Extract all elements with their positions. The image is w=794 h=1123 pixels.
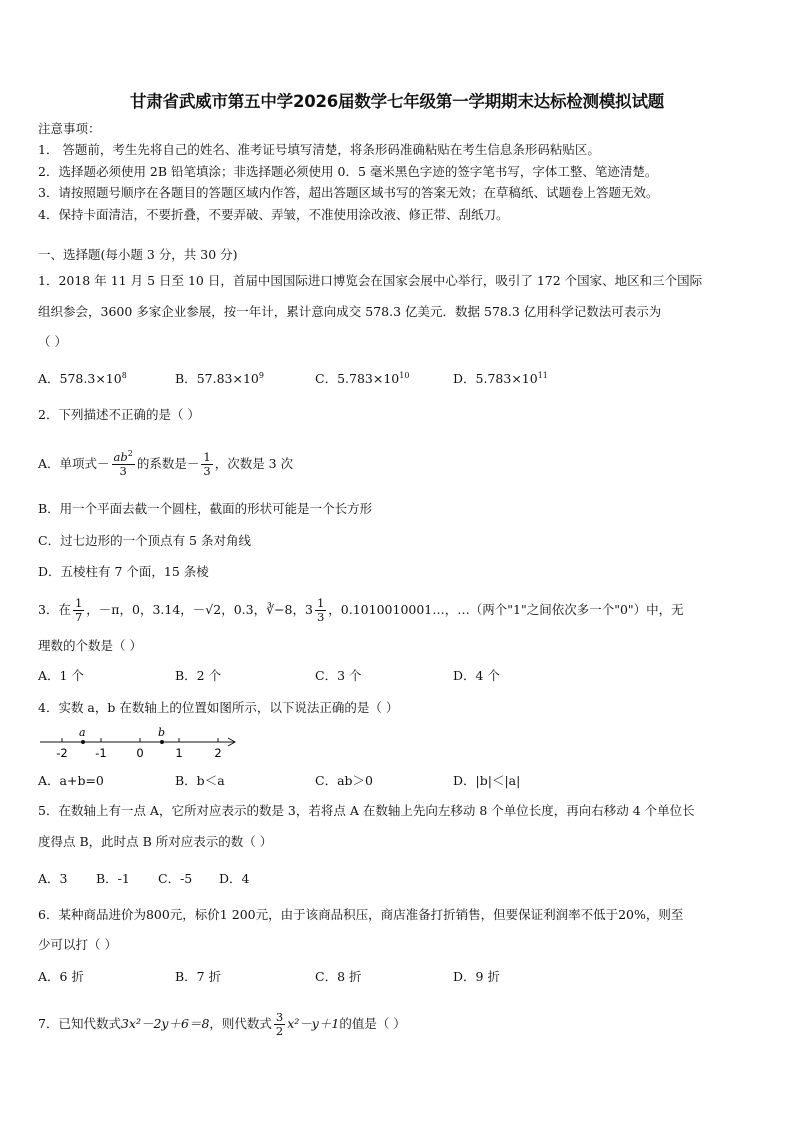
q4-stem: 4．实数 a，b 在数轴上的位置如图所示，以下说法正确的是（ ） (38, 700, 399, 715)
q2-option-b[interactable]: B．用一个平面去截一个圆柱，截面的形状可能是一个长方形 (38, 501, 373, 516)
notice-item-1: 1． 答题前，考生先将自己的姓名、准考证号填写清楚，将条形码准确粘贴在考生信息条形码粘贴区。 (38, 142, 600, 157)
q3-line1: 3．在 $\frac{1}{7}$ ，－π，0，3.14，－√2，0.3，∛−8，3 $\frac{1}{3}$ ，0.1010010001…，…（两个"1"之间依次多一个"0"）中，无 (38, 596, 684, 624)
tick-label: 0 (136, 746, 144, 760)
q6-option-c[interactable]: C．8 折 (315, 969, 362, 984)
tick-label: -2 (56, 746, 68, 760)
q4-option-b[interactable]: B．b＜a (175, 773, 225, 788)
q7-stem: 7．已知代数式3x²－2y＋6＝8，则代数式 $\frac{3}{2}$ x²－y＋1的值是（ ） (38, 1010, 406, 1038)
q2-option-c[interactable]: C．过七边形的一个顶点有 5 条对角线 (38, 533, 251, 548)
point-a-dot (81, 740, 85, 744)
q5-line1: 5．在数轴上有一点 A，它所对应表示的数是 3，若将点 A 在数轴上先向左移动 8 个单位长度，再向右移动 4 个单位长 (38, 803, 695, 818)
q4-option-a[interactable]: A．a+b=0 (38, 773, 104, 788)
q5-option-a[interactable]: A．3 (38, 871, 68, 886)
q6-line2: 少可以打（ ） (38, 937, 117, 952)
q1-line1: 1．2018 年 11 月 5 日至 10 日，首届中国国际进口博览会在国家会展中心举行，吸引了 172 个国家、地区和三个国际 (38, 273, 703, 288)
q3-line2: 理数的个数是（ ） (38, 638, 142, 653)
q2-stem: 2．下列描述不正确的是（ ） (38, 407, 200, 422)
tick-label: 1 (175, 746, 183, 760)
q5-line2: 度得点 B，此时点 B 所对应表示的数（ ） (38, 834, 273, 849)
q3-option-b[interactable]: B．2 个 (175, 668, 222, 683)
q2-option-d[interactable]: D．五棱柱有 7 个面，15 条棱 (38, 564, 209, 579)
point-a-label: a (79, 727, 86, 739)
q1-option-c[interactable]: C．$5.783\times 10^{10}$ (315, 371, 410, 386)
q6-option-b[interactable]: B．7 折 (175, 969, 222, 984)
q1-option-b[interactable]: B．$57.83\times 10^9$ (175, 371, 264, 386)
notice-item-3: 3．请按照题号顺序在各题目的答题区域内作答，超出答题区域书写的答案无效；在草稿纸、试题卷上答题无效。 (38, 185, 659, 200)
q6-option-d[interactable]: D．9 折 (453, 969, 500, 984)
q3-option-d[interactable]: D．4 个 (453, 668, 500, 683)
q4-option-d[interactable]: D．|b|＜|a| (453, 773, 521, 788)
q1-option-a[interactable]: A．$578.3\times 10^8$ (38, 371, 127, 386)
q4-option-c[interactable]: C．ab＞0 (315, 773, 373, 788)
q3-option-a[interactable]: A．1 个 (38, 668, 84, 683)
q1-line2: 组织参会，3600 多家企业参展，按一年计，累计意向成交 578.3 亿美元．数据 578.3 亿用科学记数法可表示为 (38, 304, 662, 319)
q3-option-c[interactable]: C．3 个 (315, 668, 362, 683)
tick-label: -1 (95, 746, 107, 760)
notice-header: 注意事项： (38, 121, 101, 136)
q6-line1: 6．某种商品进价为800元，标价1 200元，由于该商品积压，商店准备打折销售，但要保证利润率不低于20%，则至 (38, 907, 684, 922)
q5-option-b[interactable]: B．-1 (96, 871, 130, 886)
q2-option-a[interactable]: A．单项式－ $\frac{ab^2}{3}$ 的系数是－ $\frac{1}{3}$ ，次数是 3 次 (38, 449, 294, 478)
point-b-dot (160, 740, 164, 744)
exam-title: 甘肃省武威市第五中学2026届数学七年级第一学期期末达标检测模拟试题 (129, 92, 665, 111)
notice-item-4: 4．保持卡面清洁，不要折叠，不要弄破、弄皱，不准使用涂改液、修正带、刮纸刀。 (38, 207, 509, 222)
number-line-figure (38, 727, 238, 761)
q5-option-d[interactable]: D．4 (219, 871, 250, 886)
q6-option-a[interactable]: A．6 折 (38, 969, 84, 984)
q1-option-d[interactable]: D．$5.783\times 10^{11}$ (453, 371, 548, 386)
point-b-label: b (158, 727, 166, 739)
notice-item-2: 2．选择题必须使用 2B 铅笔填涂；非选择题必须使用 0．5 毫米黑色字迹的签字笔书写，字体工整、笔迹清楚。 (38, 164, 658, 179)
section-heading: 一、选择题(每小题 3 分，共 30 分) (38, 247, 238, 262)
q5-option-c[interactable]: C．-5 (158, 871, 193, 886)
tick-label: 2 (214, 746, 222, 760)
q1-line3: （ ） (38, 334, 67, 349)
